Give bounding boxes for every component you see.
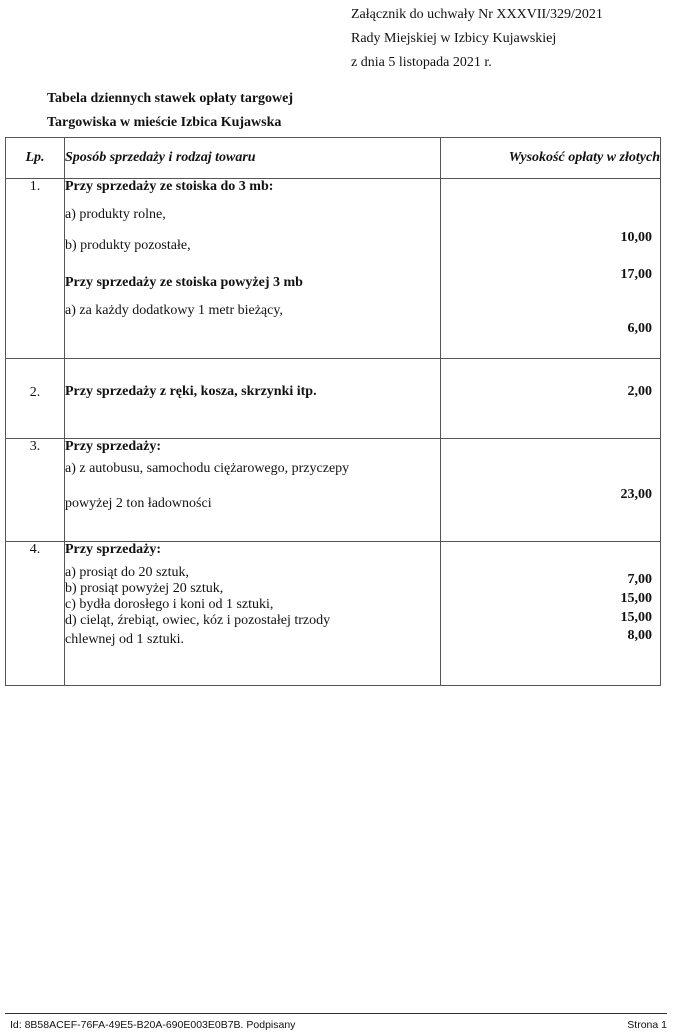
document-id: Id: 8B58ACEF-76FA-49E5-B20A-690E003E0B7B. Podpisany	[10, 1019, 296, 1031]
fee-value: 7,00	[627, 572, 652, 587]
row-item: chlewnej od 1 sztuki.	[65, 632, 184, 647]
document-title	[47, 87, 293, 135]
header-lp: Lp.	[6, 138, 65, 179]
row-item: a) produkty rolne,	[65, 207, 166, 222]
row-heading: Przy sprzedaży ze stoiska powyżej 3 mb	[65, 275, 303, 290]
row-fee-cell	[441, 542, 661, 686]
table-row	[6, 439, 661, 542]
title-line-1: Tabela dziennych stawek opłaty targowej	[47, 91, 294, 106]
fee-table	[5, 137, 661, 686]
table-row	[6, 542, 661, 686]
table-row	[6, 179, 661, 359]
header-fee: Wysokość opłaty w złotych	[441, 138, 661, 179]
document-header	[351, 3, 603, 75]
row-item: a) prosiąt do 20 sztuk,	[65, 565, 190, 580]
row-description	[65, 439, 441, 542]
fee-value: 2,00	[627, 384, 652, 399]
table-header-row	[6, 138, 661, 179]
header-line-1: Załącznik do uchwały Nr XXXVII/329/2021	[351, 7, 603, 22]
row-item: b) produkty pozostałe,	[65, 238, 191, 253]
page-number: Strona 1	[627, 1019, 667, 1031]
row-description	[65, 359, 441, 439]
fee-value: 10,00	[620, 230, 652, 245]
fee-value: 6,00	[627, 321, 652, 336]
row-heading: Przy sprzedaży z ręki, kosza, skrzynki itp.	[65, 384, 317, 399]
header-line-2: Rady Miejskiej w Izbicy Kujawskiej	[351, 31, 557, 46]
row-description	[65, 179, 441, 359]
fee-value: 17,00	[620, 267, 652, 282]
row-description	[65, 542, 441, 686]
row-heading: Przy sprzedaży:	[65, 542, 162, 557]
row-number: 1.	[6, 179, 65, 359]
row-item: powyżej 2 ton ładowności	[65, 496, 212, 511]
row-heading: Przy sprzedaży:	[65, 439, 162, 454]
fee-value: 15,00	[620, 610, 652, 625]
row-fee-cell	[441, 359, 661, 439]
row-number: 4.	[6, 542, 65, 686]
row-number: 2.	[6, 359, 65, 439]
title-line-2: Targowiska w mieście Izbica Kujawska	[47, 115, 282, 130]
fee-value: 23,00	[620, 487, 652, 502]
fee-value: 15,00	[620, 591, 652, 606]
fee-value: 8,00	[627, 628, 652, 643]
row-item: d) cieląt, źrebiąt, owiec, kóz i pozostałej trzody	[65, 613, 331, 628]
row-item: c) bydła dorosłego i koni od 1 sztuki,	[65, 597, 274, 612]
row-number: 3.	[6, 439, 65, 542]
header-line-3: z dnia 5 listopada 2021 r.	[351, 55, 492, 70]
row-heading: Przy sprzedaży ze stoiska do 3 mb:	[65, 179, 274, 194]
row-fee-cell	[441, 439, 661, 542]
row-item: a) za każdy dodatkowy 1 metr bieżący,	[65, 303, 283, 318]
row-item: b) prosiąt powyżej 20 sztuk,	[65, 581, 224, 596]
header-description: Sposób sprzedaży i rodzaj towaru	[65, 138, 441, 179]
table-row	[6, 359, 661, 439]
row-item: a) z autobusu, samochodu ciężarowego, przyczepy	[65, 461, 350, 476]
row-fee-cell	[441, 179, 661, 359]
page-footer	[5, 1013, 667, 1031]
